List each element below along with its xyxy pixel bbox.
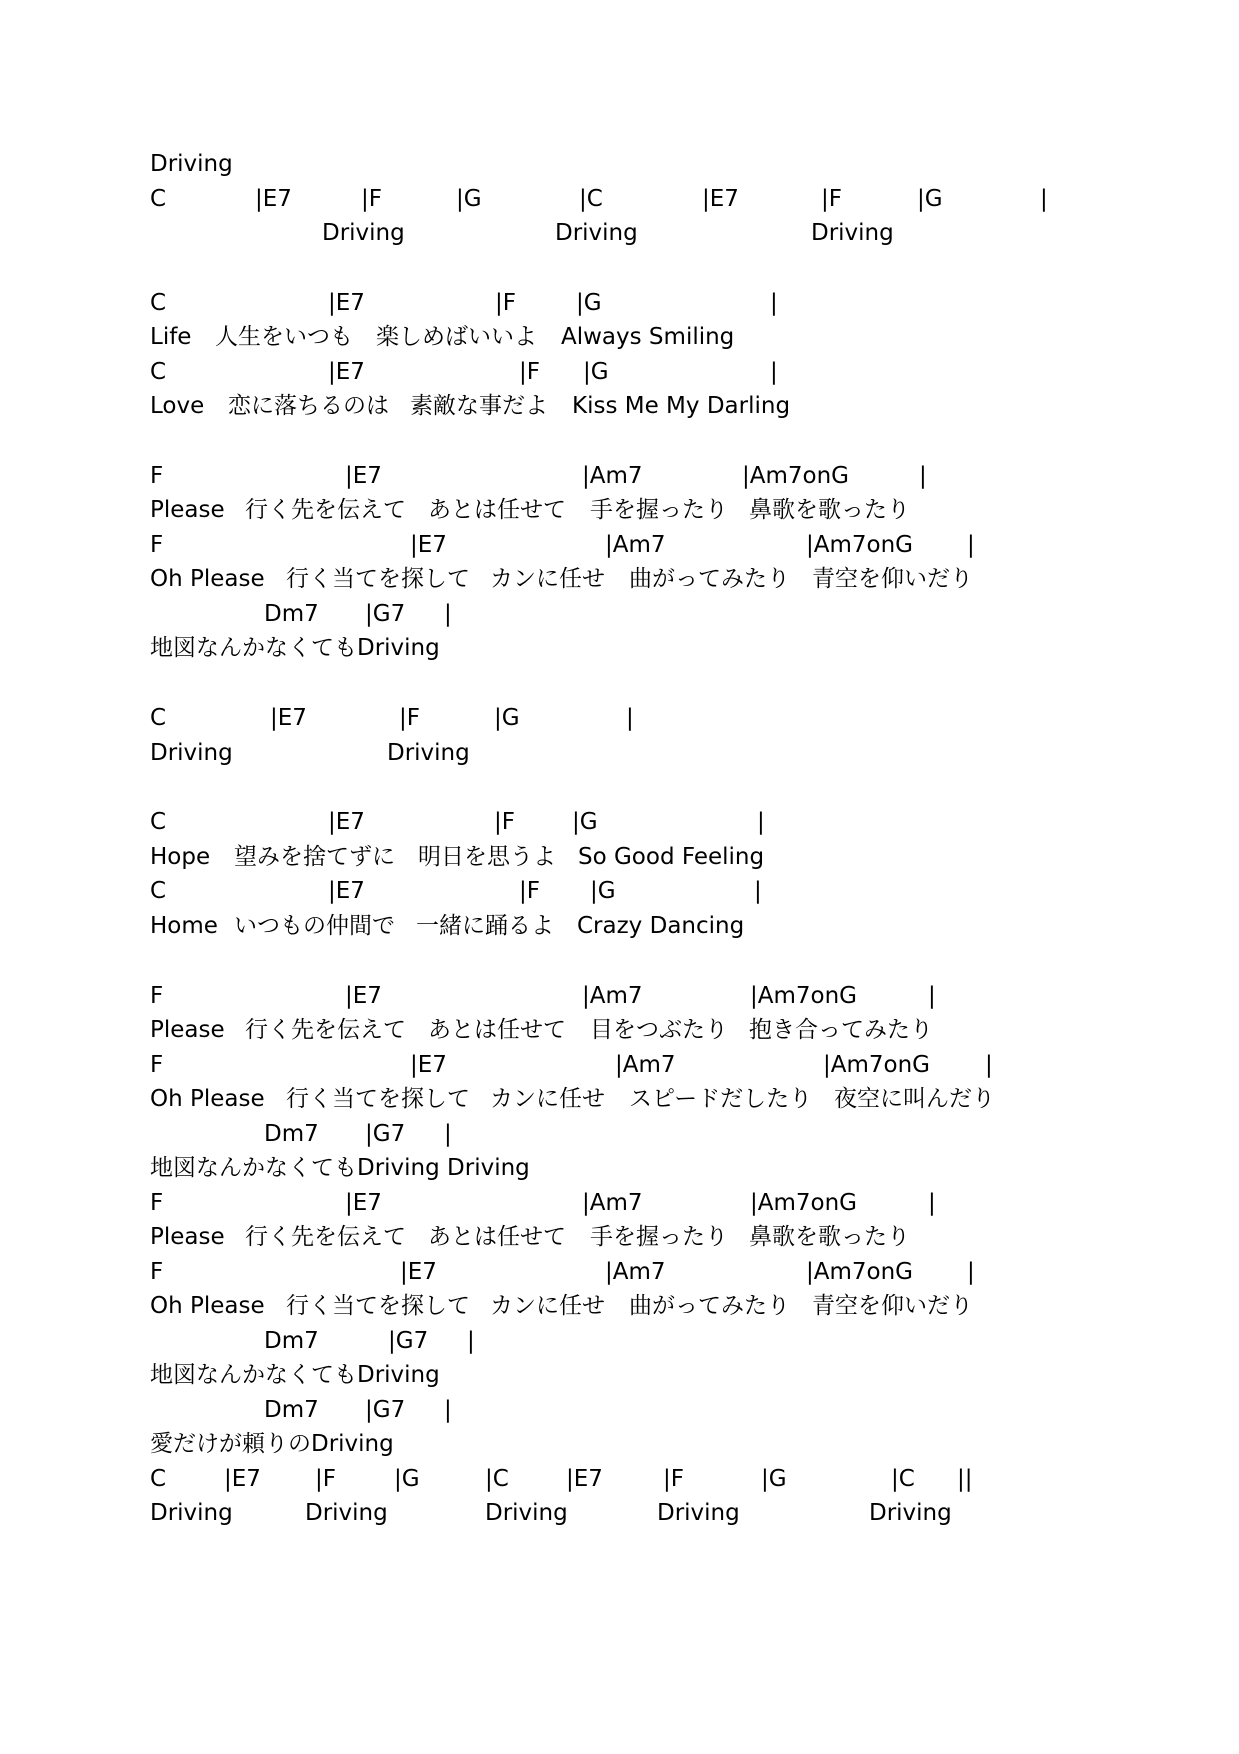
chord: |E7 <box>270 705 307 731</box>
chord: | <box>757 809 765 835</box>
chord: |C <box>891 1466 915 1492</box>
lyric: 青空を仰いだり <box>812 566 973 592</box>
chord: | <box>770 290 778 316</box>
lyric: 曲がってみたり <box>629 566 790 592</box>
chord: |G7 <box>365 1121 406 1147</box>
lyric: Home <box>150 913 218 939</box>
chord: |G <box>494 705 520 731</box>
chord: | <box>967 532 975 558</box>
lyric: 人生をいつも <box>215 324 353 350</box>
chord: |Am7onG <box>806 532 913 558</box>
lyric: 行く先を伝えて <box>245 1224 406 1250</box>
chord: |G7 <box>365 1397 406 1423</box>
chord: |G7 <box>388 1328 429 1354</box>
lyric: Always Smiling <box>561 324 735 350</box>
chord: |E7 <box>702 186 739 212</box>
lyric: 青空を仰いだり <box>812 1293 973 1319</box>
lyric: あとは任せて <box>428 1017 566 1043</box>
chord: | <box>444 1397 452 1423</box>
chord: |F <box>399 705 420 731</box>
lyric: Love <box>150 393 205 419</box>
chord: |E7 <box>345 1190 382 1216</box>
lyric: Please <box>150 1224 225 1250</box>
chord: |G <box>576 290 602 316</box>
lyric: 抱き合ってみたり <box>749 1017 933 1043</box>
lyric: Driving <box>555 220 638 246</box>
chord: |G <box>394 1466 420 1492</box>
chord: |G7 <box>365 601 406 627</box>
lyric: 夜空に叫んだり <box>834 1086 995 1112</box>
lyric: 手を握ったり <box>590 497 728 523</box>
lyric: 行く先を伝えて <box>245 497 406 523</box>
lyric: Oh Please <box>150 1086 265 1112</box>
lyric: いつもの仲間で <box>234 913 395 939</box>
chord: |E7 <box>410 1052 447 1078</box>
chord: |F <box>519 878 540 904</box>
chord: |G <box>583 359 609 385</box>
lyric: 恋に落ちるのは <box>228 393 389 419</box>
lyric: 素敵な事だよ <box>410 393 548 419</box>
chord: Dm7 <box>264 1397 319 1423</box>
chord: || <box>957 1466 973 1492</box>
lyric: Life <box>150 324 192 350</box>
chord: |G <box>590 878 616 904</box>
chord: | <box>928 1190 936 1216</box>
lyric: Driving <box>811 220 894 246</box>
lyric: Kiss Me My Darling <box>572 393 791 419</box>
lyric: スピードだしたり <box>629 1086 813 1112</box>
lyric: 鼻歌を歌ったり <box>749 497 910 523</box>
chord: C <box>150 705 167 731</box>
chord: F <box>150 1259 164 1285</box>
chord: |C <box>579 186 603 212</box>
lyric: 楽しめばいいよ <box>376 324 537 350</box>
chord: |Am7 <box>582 983 643 1009</box>
lyric: 行く当てを探して <box>286 566 470 592</box>
lyric: 地図なんかなくてもDriving Driving <box>150 1155 530 1181</box>
lyric: 行く当てを探して <box>286 1086 470 1112</box>
lyric: Oh Please <box>150 1293 265 1319</box>
lyric: 明日を思うよ <box>418 844 556 870</box>
chord: |Am7onG <box>750 983 857 1009</box>
chord: |Am7 <box>615 1052 676 1078</box>
lyric: 一緒に踊るよ <box>416 913 554 939</box>
lyric: 愛だけが頼りのDriving <box>150 1431 394 1457</box>
chord: |E7 <box>255 186 292 212</box>
lyric: Driving <box>322 220 405 246</box>
chord: |E7 <box>345 983 382 1009</box>
chord: |G <box>572 809 598 835</box>
title-text: Driving <box>150 151 233 177</box>
chord: | <box>754 878 762 904</box>
lyric: カンに任せ <box>490 1086 605 1112</box>
chord: |E7 <box>345 463 382 489</box>
chord: |F <box>361 186 382 212</box>
lyric: 曲がってみたり <box>629 1293 790 1319</box>
chord: |Am7onG <box>742 463 849 489</box>
chord: Dm7 <box>264 1328 319 1354</box>
lyric: 地図なんかなくてもDriving <box>150 635 440 661</box>
lyric: Please <box>150 1017 225 1043</box>
chord: | <box>985 1052 993 1078</box>
lyric: Crazy Dancing <box>577 913 745 939</box>
lyric: 鼻歌を歌ったり <box>749 1224 910 1250</box>
lyric: 行く先を伝えて <box>245 1017 406 1043</box>
chord: |Am7onG <box>750 1190 857 1216</box>
chord: |F <box>663 1466 684 1492</box>
chord: F <box>150 1052 164 1078</box>
chord: |G <box>917 186 943 212</box>
chord: |Am7 <box>605 532 666 558</box>
lyric: Hope <box>150 844 211 870</box>
chord: |E7 <box>224 1466 261 1492</box>
chord: | <box>967 1259 975 1285</box>
lyric: 望みを捨てずに <box>234 844 395 870</box>
chord: |E7 <box>328 809 365 835</box>
chord: F <box>150 463 164 489</box>
chord: F <box>150 532 164 558</box>
chord: C <box>150 809 167 835</box>
lyric: Driving <box>305 1500 388 1526</box>
lyric: Driving <box>150 1500 233 1526</box>
lyric: Driving <box>387 740 470 766</box>
chord: | <box>444 1121 452 1147</box>
chord: |E7 <box>566 1466 603 1492</box>
chord: | <box>626 705 634 731</box>
chord: |Am7 <box>605 1259 666 1285</box>
chord: |G <box>761 1466 787 1492</box>
chord: |Am7 <box>582 1190 643 1216</box>
chord: |F <box>821 186 842 212</box>
chord: |E7 <box>328 290 365 316</box>
chord: | <box>1040 186 1048 212</box>
chord: C <box>150 1466 167 1492</box>
lyric: 手を握ったり <box>590 1224 728 1250</box>
chord: C <box>150 290 167 316</box>
chord: |F <box>494 809 515 835</box>
chord: |F <box>495 290 516 316</box>
lyric: 行く当てを探して <box>286 1293 470 1319</box>
lyric: あとは任せて <box>428 497 566 523</box>
chord: F <box>150 983 164 1009</box>
lyric: Oh Please <box>150 566 265 592</box>
chord: |E7 <box>400 1259 437 1285</box>
lyric: Driving <box>869 1500 952 1526</box>
lyric: 地図なんかなくてもDriving <box>150 1362 440 1388</box>
lyric: 目をつぶたり <box>590 1017 728 1043</box>
chord: C <box>150 186 167 212</box>
lyric: Driving <box>150 740 233 766</box>
lyric: カンに任せ <box>490 566 605 592</box>
chord: F <box>150 1190 164 1216</box>
chord: | <box>928 983 936 1009</box>
chord: C <box>150 878 167 904</box>
chord: |Am7 <box>582 463 643 489</box>
chord: Dm7 <box>264 1121 319 1147</box>
chord: C <box>150 359 167 385</box>
chord: |G <box>456 186 482 212</box>
chord: |E7 <box>328 878 365 904</box>
lyric: カンに任せ <box>490 1293 605 1319</box>
lyric: Driving <box>485 1500 568 1526</box>
chord: |E7 <box>328 359 365 385</box>
lyric: Please <box>150 497 225 523</box>
chord: | <box>467 1328 475 1354</box>
lyric: あとは任せて <box>428 1224 566 1250</box>
chord: |Am7onG <box>823 1052 930 1078</box>
chord: |Am7onG <box>806 1259 913 1285</box>
lyric: Driving <box>657 1500 740 1526</box>
chord: |C <box>485 1466 509 1492</box>
lyric: So Good Feeling <box>578 844 765 870</box>
chord: Dm7 <box>264 601 319 627</box>
chord: | <box>919 463 927 489</box>
chord: |E7 <box>410 532 447 558</box>
chord: |F <box>315 1466 336 1492</box>
chord: |F <box>519 359 540 385</box>
chord: | <box>770 359 778 385</box>
chord: | <box>444 601 452 627</box>
